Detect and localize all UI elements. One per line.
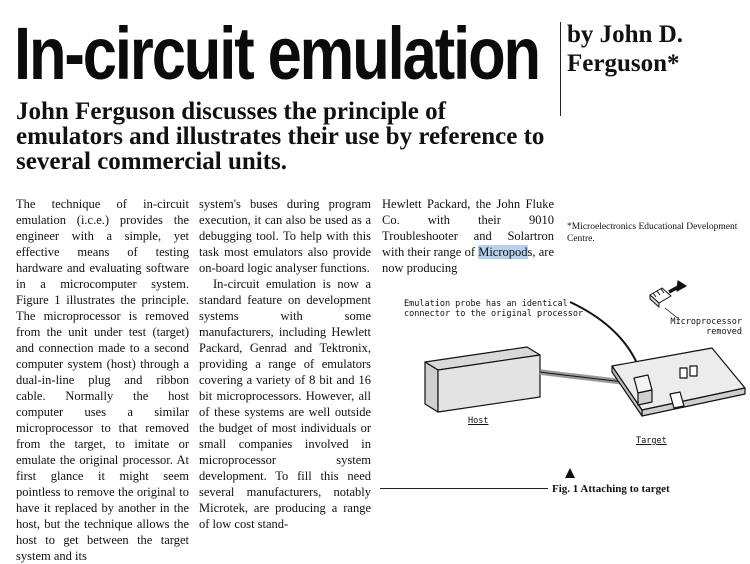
figure-callout: Emulation probe has an identical connector to the original processor [404,299,584,319]
standfirst: John Ferguson discusses the principle of emulators and illustrates their use by reference to several commercial units. [16,98,545,175]
host-box [425,347,540,412]
figure-caption: Fig. 1 Attaching to target [552,483,670,495]
body-column-1 [16,196,189,563]
vertical-rule [560,22,561,116]
headline: In-circuit emulation [14,12,539,95]
horizontal-rule [380,488,548,489]
body-column-2 [199,196,371,531]
pointer-arrow [565,468,575,478]
paragraph: The technique of in-circuit emulation (i.c.e.) provides the engineer with a simple, yet effective means of testing hardware and evaluating software in a microcomputer system. Figure 1 illustrates the principle. The microprocessor is removed from the unit under test (target) and connection made to a second computer system (host) through a dual-in-line plug and ribbon cable. Normally the host computer uses a similar microprocessor to that removed from the target, to imitate or emulate the original processor. At first glance it might seem pointless to remove the original to have it replaced by another in the host, but the technique allows the host to get between the target system and its [16,197,189,563]
figure-label-target: Target [636,436,667,446]
body-column-3 [382,196,554,276]
chip [690,366,697,376]
text-run: Hewlett Packard, the John Fluke Co. with their 9010 Troubleshooter and Solartron with their range of [382,197,554,259]
byline: by John D. Ferguson* [567,21,684,77]
figure-label-microprocessor: Microprocessor removed [670,317,742,337]
paragraph [382,196,554,276]
paragraph: In-circuit emulation is now a standard feature on development systems with some manufacturers, including Hewlett Packard, Genrad and Tektronix, providing a range of emulators covering a variety of 8 bit and 16 bit microprocessors. However, all of these systems are well outside the budget of most individuals or small companies involved in microprocessor system development. To fill this need several manufacturers, notably Microtek, are producing a range of low cost stand- [199,277,371,531]
chip [680,368,687,378]
text-run: s, are now producing [382,245,554,275]
footnote: *Microelectronics Educational Development Centre. [567,222,738,244]
paragraph: system's buses during program execution, it can also be used as a debugging tool. To help with this task most emulators also provide on-board logic analyser functions. [199,197,371,275]
figure-label-host: Host [468,416,489,426]
removed-microprocessor [650,288,671,307]
highlighted-word[interactable]: Micropod [478,245,528,259]
